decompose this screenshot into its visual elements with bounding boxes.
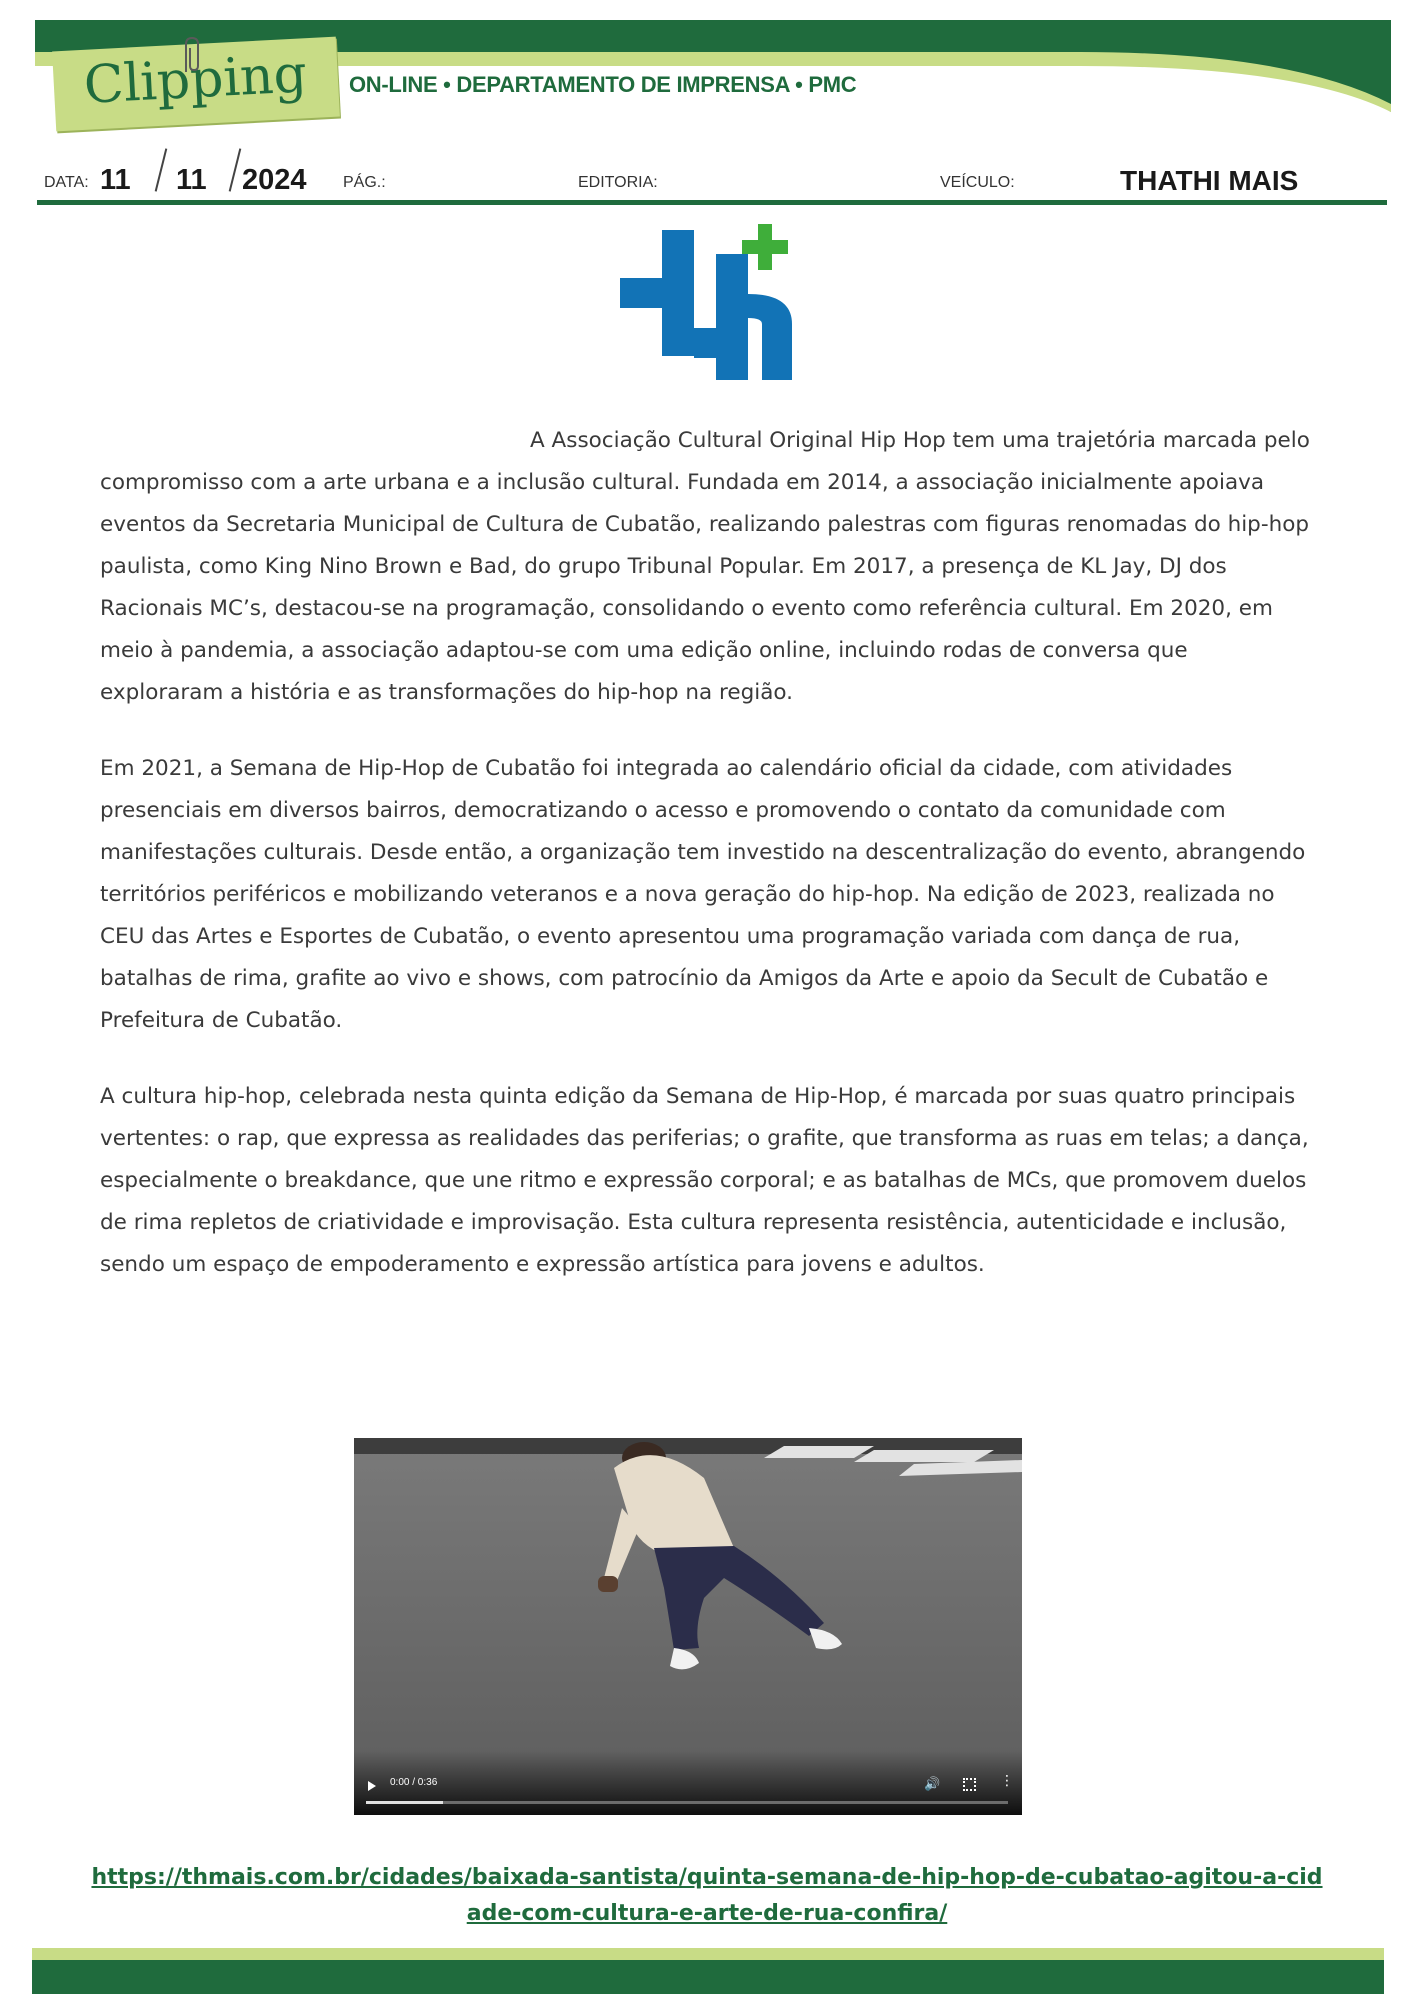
source-link[interactable]: https://thmais.com.br/cidades/baixada-santista/quinta-semana-de-hip-hop-de-cubatao-agitou-a-cidade-com-cultura-e-arte-de-rua-confira/ xyxy=(91,1865,1323,1926)
clipping-title: Clipping xyxy=(82,44,309,116)
article-body xyxy=(100,420,1310,1320)
more-options-icon[interactable]: ⋮ xyxy=(1000,1773,1014,1789)
date-separator xyxy=(155,148,168,191)
veiculo-label: VEÍCULO: xyxy=(940,174,1015,191)
article-paragraph: A cultura hip-hop, celebrada nesta quinta edição da Semana de Hip-Hop, é marcada por suas quatro principais vertentes: o rap, que expressa as realidades das periferias; o grafite, que transforma as ruas em telas; a dança, especialmente o breakdance, que une ritmo e expressão corporal; e as batalhas de MCs, que promovem duelos de rima repletos de criatividade e improvisação. Esta cultura representa resistência, autenticidade e inclusão, sendo um espaço de empoderamento e expressão artística para jovens e adultos. xyxy=(100,1084,1309,1277)
play-icon[interactable] xyxy=(368,1781,376,1791)
date-separator xyxy=(229,148,242,191)
fullscreen-icon[interactable] xyxy=(963,1778,976,1791)
th-plus-logo xyxy=(612,224,802,384)
video-player[interactable] xyxy=(354,1438,1022,1815)
data-label: DATA: xyxy=(44,174,89,191)
volume-icon[interactable]: 🔊 xyxy=(924,1777,941,1792)
video-buffer-fill xyxy=(366,1801,443,1804)
video-progress-bar[interactable] xyxy=(366,1801,1008,1804)
footer-band-dark xyxy=(32,1960,1384,1994)
article-paragraph: A Associação Cultural Original Hip Hop tem uma trajetória marcada pelo compromisso com a arte urbana e a inclusão cultural. Fundada em 2014, a associação inicialmente apoiava eventos da Secretaria Municipal de Cultura de Cubatão, realizando palestras com figuras renomadas do hip-hop paulista, como King Nino Brown e Bad, do grupo Tribunal Popular. Em 2017, a presença de KL Jay, DJ dos Racionais MC’s, destacou-se na programação, consolidando o evento como referência cultural. Em 2020, em meio à pandemia, a associação adaptou-se com uma edição online, incluindo rodas de conversa que exploraram a história e as transformações do hip-hop na região. xyxy=(100,428,1310,705)
article-paragraph: Em 2021, a Semana de Hip-Hop de Cubatão foi integrada ao calendário oficial da cidade, com atividades presenciais em diversos bairros, democratizando o acesso e promovendo o contato da comunidade com manifestações culturais. Desde então, a organização tem investido na descentralização do evento, abrangendo territórios periféricos e mobilizando veteranos e a nova geração do hip-hop. Na edição de 2023, realizada no CEU das Artes e Esportes de Cubatão, o evento apresentou uma programação variada com dança de rua, batalhas de rima, grafite ao vivo e shows, com patrocínio da Amigos da Arte e apoio da Secult de Cubatão e Prefeitura de Cubatão. xyxy=(100,756,1306,1033)
video-controls xyxy=(354,1751,1022,1815)
veiculo-value: THATHI MAIS xyxy=(1120,165,1299,196)
footer-band-light xyxy=(32,1948,1384,1960)
header-divider xyxy=(37,200,1387,205)
paperclip-icon xyxy=(178,36,208,76)
department-subtitle: ON-LINE • DEPARTAMENTO DE IMPRENSA • PMC xyxy=(349,72,857,97)
editoria-label: EDITORIA: xyxy=(578,174,658,191)
date-month: 11 xyxy=(176,164,207,196)
pag-label: PÁG.: xyxy=(343,174,386,191)
date-year: 2024 xyxy=(242,164,307,196)
date-day: 11 xyxy=(100,164,131,196)
video-time: 0:00 / 0:36 xyxy=(390,1777,438,1788)
